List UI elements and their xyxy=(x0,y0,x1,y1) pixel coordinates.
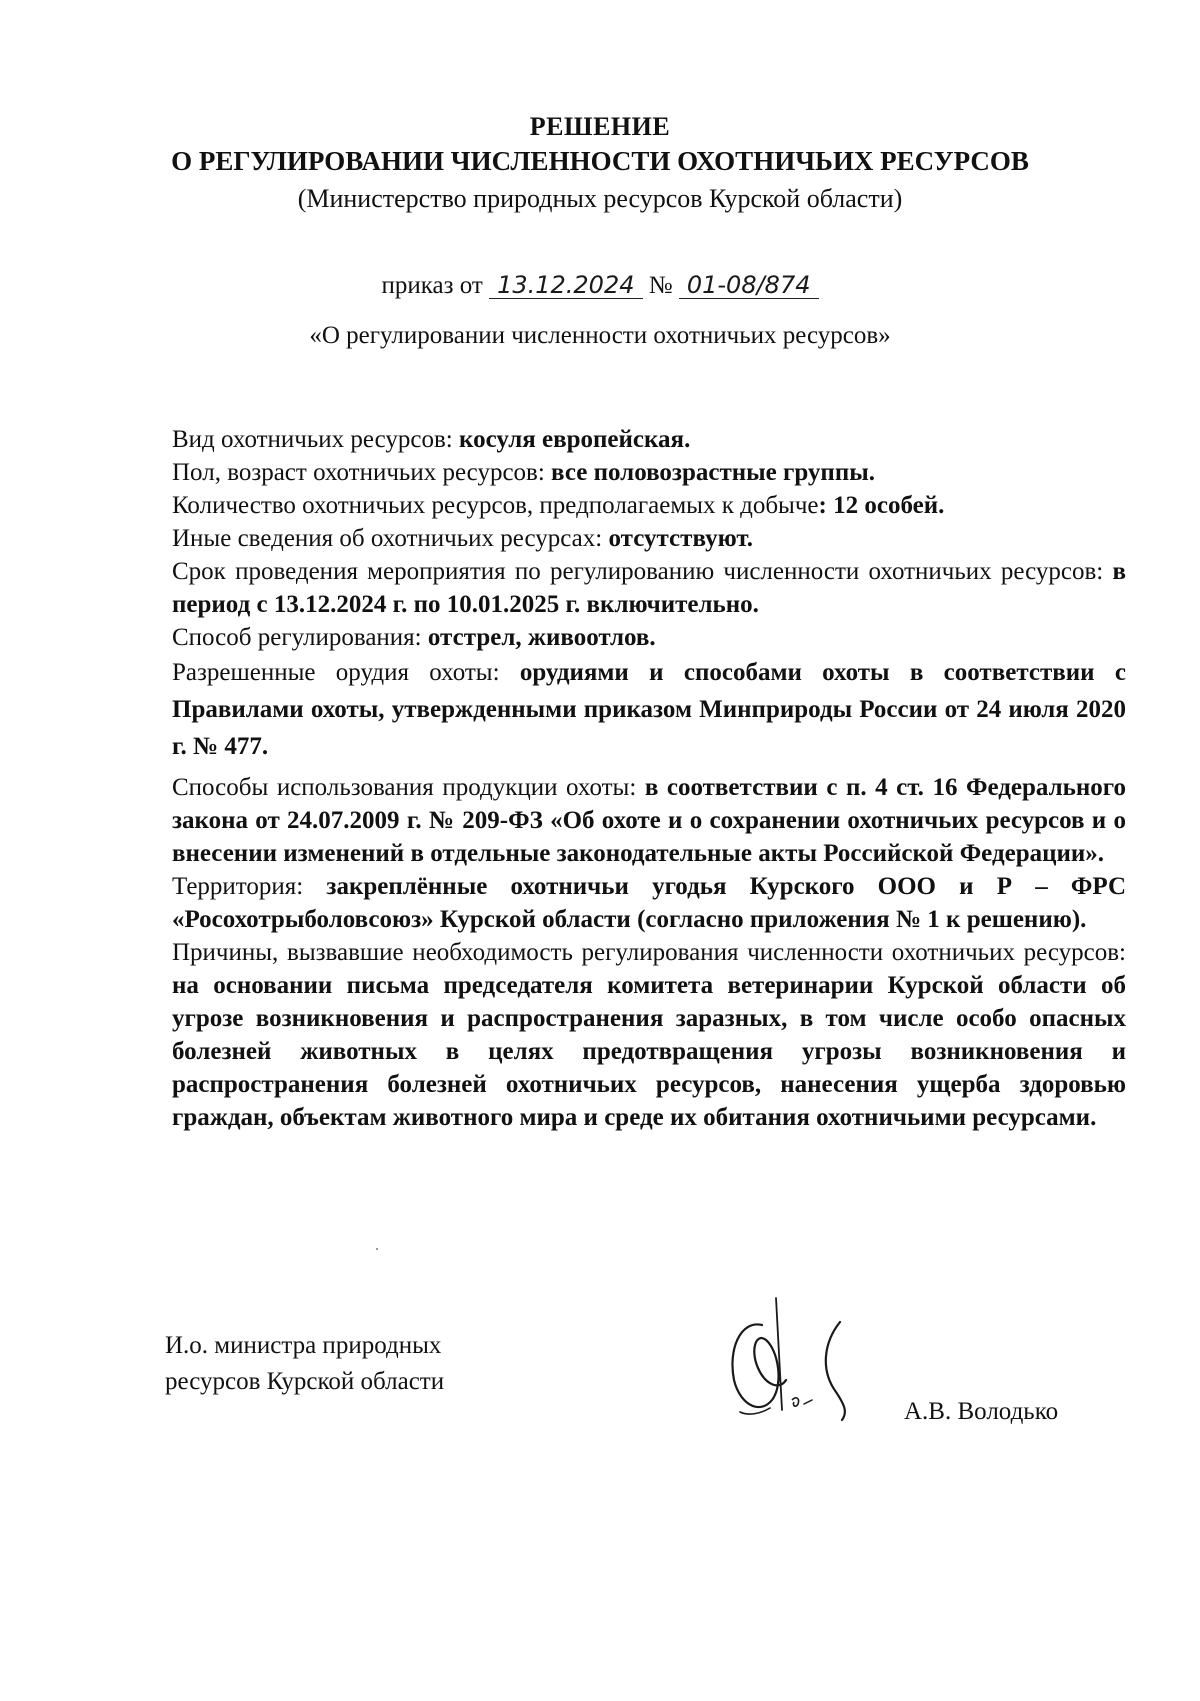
field-sex-age: Пол, возраст охотничьих ресурсов: все половозрастные группы. xyxy=(172,459,876,486)
order-title: «О регулировании численности охотничьих ресурсов» xyxy=(309,322,891,349)
signatory-name: А.В. Володько xyxy=(904,1398,1059,1425)
field-tools: Разрешенные орудия охоты: орудиями и способами охоты в соответствии с Правилами охоты, утвержденными приказом Минприроды России от 24 июля 2020 г. № 477. xyxy=(172,659,1126,760)
document-title: РЕШЕНИЕ xyxy=(529,112,671,141)
field-method: Способ регулирования: отстрел, живоотлов. xyxy=(172,624,656,651)
signatory-position: И.о. министра природных ресурсов Курской области xyxy=(165,1332,445,1395)
decision-body xyxy=(172,423,1126,1134)
issuing-authority: (Министерство природных ресурсов Курской области) xyxy=(297,184,903,213)
order-reference xyxy=(0,272,1200,300)
order-number-sign: № xyxy=(648,272,673,299)
field-quantity: Количество охотничьих ресурсов, предполагаемых к добыче: 12 особей. xyxy=(172,492,945,519)
field-other-info: Иные сведения об охотничьих ресурсах: отсутствуют. xyxy=(172,525,754,552)
handwritten-signature xyxy=(700,1280,870,1440)
order-date-handwritten: 13.12.2024 xyxy=(489,272,642,299)
field-territory: Территория: закреплённые охотничьи угодья Курского ООО и Р – ФРС «Росохотрыболовсоюз» Курской области (согласно приложения № 1 к решению). xyxy=(172,873,1127,933)
scan-speck xyxy=(376,1248,378,1250)
field-reasons: Причины, вызвавшие необходимость регулирования численности охотничьих ресурсов: на основании письма председателя комитета ветеринарии Курской области об угрозе возникновения и распространения заразных, в том числе особо опасных болезней животных в целях предотвращения угрозы возникновения и распространения болезней охотничьих ресурсов, нанесения ущерба здоровью граждан, объектам животного мира и среде их обитания охотничьими ресурсами. xyxy=(172,939,1126,1131)
field-species: Вид охотничьих ресурсов: косуля европейская. xyxy=(172,426,691,453)
field-usage: Способы использования продукции охоты: в соответствии с п. 4 ст. 16 Федерального закона от 24.07.2009 г. № 209-ФЗ «Об охоте и о сохранении охотничьих ресурсов и о внесении изменений в отдельные законодательные акты Российской Федерации». xyxy=(172,774,1126,867)
field-period: Срок проведения мероприятия по регулированию численности охотничьих ресурсов: в период с 13.12.2024 г. по 10.01.2025 г. включительно. xyxy=(172,558,1126,618)
document-subtitle: О РЕГУЛИРОВАНИИ ЧИСЛЕННОСТИ ОХОТНИЧЬИХ РЕСУРСОВ xyxy=(171,146,1029,176)
order-number-handwritten: 01-08/874 xyxy=(679,272,819,299)
order-prefix: приказ от xyxy=(381,272,483,299)
